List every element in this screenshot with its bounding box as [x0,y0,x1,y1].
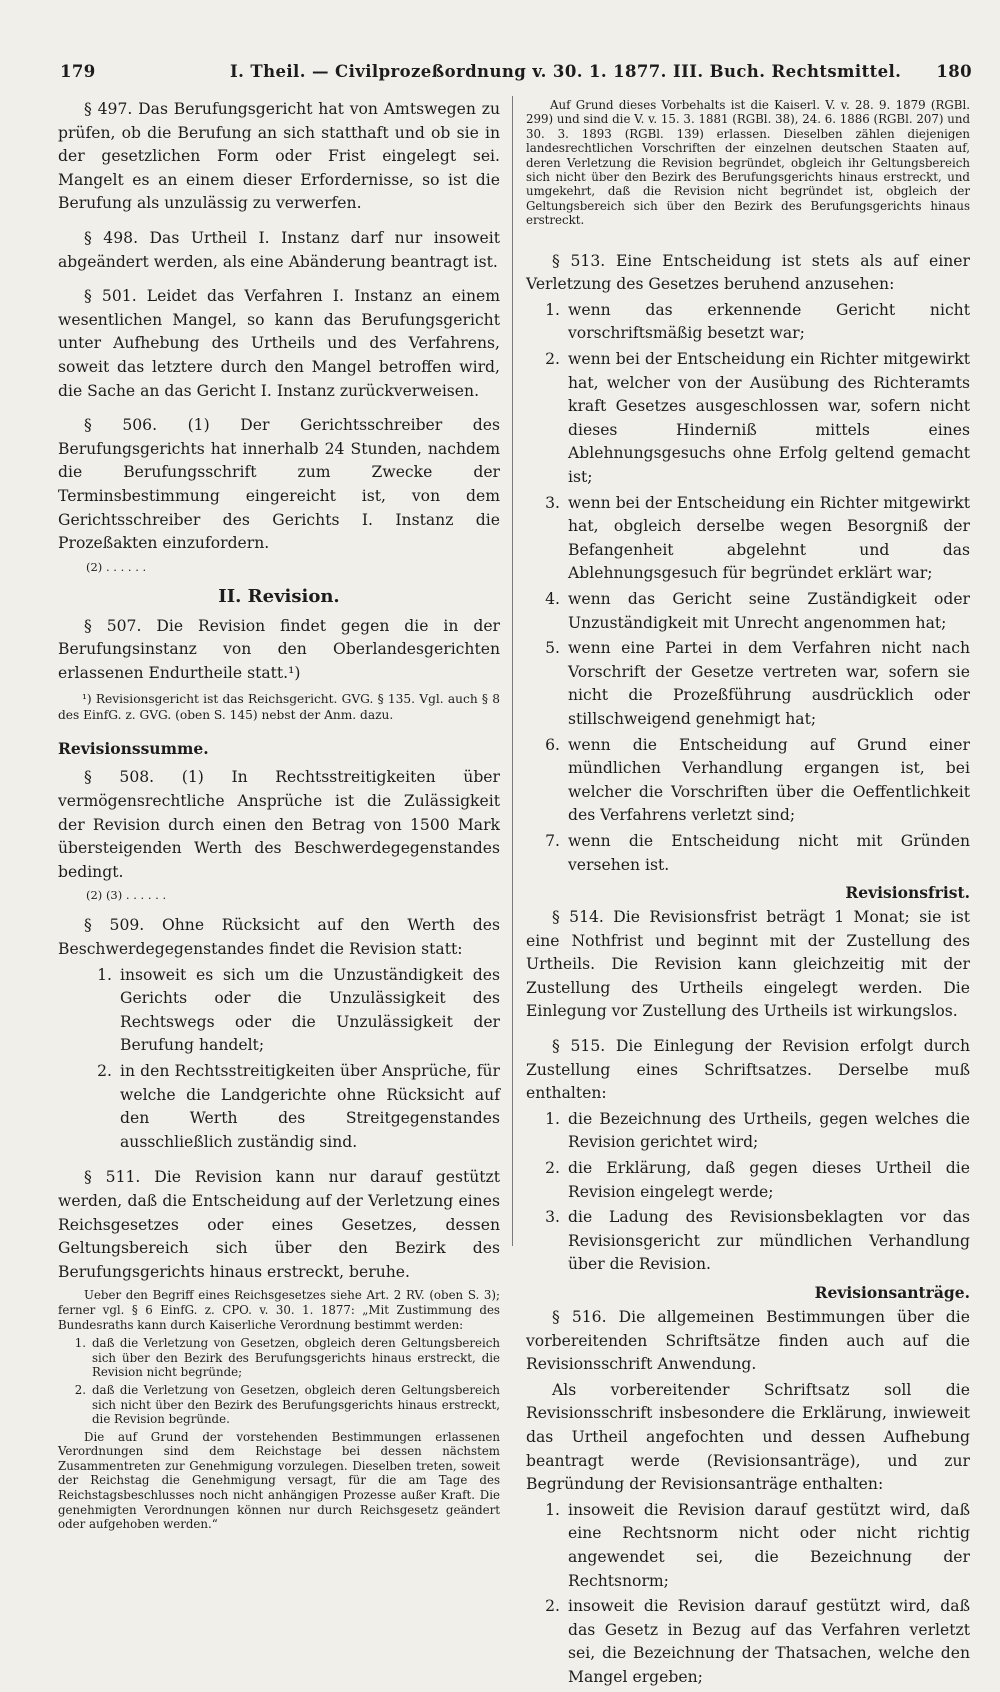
list-item [526,1595,970,1689]
list-item-number: 3. [545,493,560,512]
list-item-text: die Bezeichnung des Urtheils, gegen welches die Revision gerichtet wird; [568,1109,970,1152]
left-column [58,98,500,1534]
note-511-continued: Die auf Grund der vorstehenden Bestimmungen erlassenen Verordnungen sind dem Reichstage bei dessen nächstem Zusammentreten zur Genehmigung vorzulegen. Dieselben treten, soweit der Reichstag die Genehmigung versagt, für die am Tage des Reichstagsbeschlusses noch nicht anhängigen Prozesse außer Kraft. Die genehmigten Verordnungen können nur durch Reichsgesetz geändert oder aufgehoben werden.“ [58,1429,500,1532]
paragraph-516-continued: Als vorbereitender Schriftsatz soll die Revisionsschrift insbesondere die Erklärung, inwieweit das Urtheil angefochten und dessen Aufhebung beantragt werde (Revisionsanträge), und zur Begründung der Revisionsanträge enthalten: [526,1380,970,1494]
list-item-number: 2. [545,1159,560,1178]
footnote-507: ¹) Revisionsgericht ist das Reichsgericht. GVG. § 135. Vgl. auch § 8 des EinfG. z. GVG. (oben S. 145) nebst der Anm. dazu. [58,692,500,723]
list-item-number: 2. [97,1062,112,1080]
list-item-number: 3. [545,1208,560,1227]
list-item-number: 1. [97,965,112,984]
paragraph-498: § 498. Das Urtheil I. Instanz darf nur insoweit abgeändert werden, als eine Abänderung beantragt ist. [58,228,500,271]
column-divider [512,96,513,1246]
list-item-text: in den Rechtsstreitigkeiten über Ansprüche, für welche die Landgerichte ohne Rücksicht auf den Werth des Streitgegenstandes ausschließlich zuständig sind. [120,1062,500,1151]
paragraph-506: § 506. (1) Der Gerichtsschreiber des Berufungsgerichts hat innerhalb 24 Stunden, nachdem die Berufungsschrift zum Zwecke der Terminsbestimmung eingereicht ist, von dem Gerichtsschreiber des Gerichts I. Instanz die Prozeßakten einzufordern. [58,416,500,553]
right-column [526,98,970,1692]
list-item-text: wenn die Entscheidung nicht mit Gründen versehen ist. [568,831,970,874]
list-item [526,1206,970,1277]
list-item [58,964,500,1058]
list-item-number: 4. [545,589,560,608]
list-item-text: wenn das erkennende Gericht nicht vorschriftsmäßig besetzt war; [568,300,970,343]
side-heading-revisionsantraege: Revisionsanträge. [814,1283,970,1302]
side-heading-revisionssumme: Revisionssumme. [58,739,209,759]
list-item [526,492,970,586]
list-item-text: die Ladung des Revisionsbeklagten vor das Revisionsgericht zur mündlichen Verhandlung über die Revision. [568,1208,970,1274]
note-511: Ueber den Begriff eines Reichsgesetzes siehe Art. 2 RV. (oben S. 3); ferner vgl. § 6 EinfG. z. CPO. v. 30. 1. 1877: „Mit Zustimmung des Bundesraths kann durch Kaiserliche Verordnung bestimmt werden: [58,1288,500,1332]
list-item [526,637,970,731]
list-item-text: wenn bei der Entscheidung ein Richter mitgewirkt hat, welcher von der Ausübung des Richteramts kraft Gesetzes ausgeschlossen war, sofern nicht dieses Hinderniß mittels eines Ablehnungsgesuchs ohne Erfolg geltend gemacht ist; [568,350,970,486]
paragraph-509: § 509. Ohne Rücksicht auf den Werth des Beschwerdegegenstandes findet die Revision statt: [58,916,500,959]
note-list-item-number: 2. [74,1382,86,1397]
list-item-number: 6. [545,735,560,754]
list-item-text: wenn eine Partei in dem Verfahren nicht nach Vorschrift der Gesetze vertreten war, sofern sie nicht die Prozeßführung ausdrücklich oder stillschweigend genehmigt hat; [568,639,970,728]
paragraph-501: § 501. Leidet das Verfahren I. Instanz an einem wesentlichen Mangel, so kann das Berufungsgericht unter Aufhebung des Urtheils und des Verfahrens, soweit das letztere durch den Mangel betroffen wird, die Sache an das Gericht I. Instanz zurückverweisen. [58,287,500,400]
running-title: I. Theil. — Civilprozeßordnung v. 30. 1. 1877. III. Buch. Rechtsmittel. [230,62,902,81]
list-item-number: 2. [545,1597,560,1616]
list-item [526,734,970,828]
paragraph-514: § 514. Die Revisionsfrist beträgt 1 Monat; sie ist eine Nothfrist und beginnt mit der Zustellung des Urtheils. Die Revision kann gleichzeitig mit der Zustellung des Urtheils eingelegt werden. Die Einlegung vor Zustellung des Urtheils ist wirkungslos. [526,908,970,1021]
list-item [526,1108,970,1155]
list-item-text: insoweit die Revision darauf gestützt wird, daß eine Rechtsnorm nicht oder nicht richtig angewendet sei, die Bezeichnung der Rechtsnorm; [568,1500,970,1590]
list-item-text: wenn bei der Entscheidung ein Richter mitgewirkt hat, obgleich derselbe wegen Besorgniß der Befangenheit abgelehnt und das Ablehnungsgesuch für begründet erklärt war; [568,493,970,583]
list-item [526,348,970,490]
omission-marker: (2) (3) . . . . . . [86,888,167,903]
side-heading-revisionsfrist: Revisionsfrist. [845,883,970,903]
list-item-number: 1. [545,1109,560,1128]
list-item [526,830,970,877]
list-item-number: 7. [545,831,560,850]
paragraph-507: § 507. Die Revision findet gegen die in der Berufungsinstanz von den Oberlandesgerichten erlassenen Endurtheile statt.¹) [58,616,500,682]
note-list-item [58,1336,500,1380]
section-heading: II. Revision. [218,585,340,607]
list-item [58,1060,500,1154]
continued-note: Auf Grund dieses Vorbehalts ist die Kaiserl. V. v. 28. 9. 1879 (RGBl. 299) und sind die V. v. 15. 3. 1881 (RGBl. 38), 24. 6. 1886 (RGBl. 207) und 30. 3. 1893 (RGBl. 139) erlassen. Dieselben zählen diejenigen landesrechtlichen Vorschriften der einzelnen deutschen Staaten auf, deren Verletzung die Revision begründet, obgleich ihr Geltungsbereich sich nicht über den Bezirk des Berufungsgerichts hinaus erstreckt, und umgekehrt, daß die Revision nicht begründet ist, obgleich der Geltungsbereich sich über den Bezirk des Berufungsgerichts hinaus erstreckt. [526,98,970,228]
list-item-text: wenn das Gericht seine Zuständigkeit oder Unzuständigkeit mit Unrecht angenommen hat; [568,589,970,632]
paragraph-508: § 508. (1) In Rechtsstreitigkeiten über vermögensrechtliche Ansprüche ist die Zulässigkeit der Revision durch einen den Betrag von 1500 Mark übersteigenden Werth des Beschwerdegegenstandes bedingt. [58,768,500,881]
list-item-text: wenn die Entscheidung auf Grund einer mündlichen Verhandlung ergangen ist, bei welcher die Vorschriften über die Oeffentlichkeit des Verfahrens verletzt sind; [568,735,970,825]
list-item-number: 2. [545,350,560,369]
list-item-text: insoweit die Revision darauf gestützt wird, daß das Gesetz in Bezug auf das Verfahren verletzt sei, die Bezeichnung der Thatsachen, welche den Mangel ergeben; [568,1597,970,1686]
omission-marker: (2) . . . . . . [86,559,147,574]
list-item [526,588,970,635]
list-item-text: insoweit es sich um die Unzuständigkeit des Gerichts oder die Unzulässigkeit des Rechtswegs oder die Unzulässigkeit der Berufung handelt; [120,965,500,1055]
list-item-number: 1. [545,300,560,319]
page-number-left: 179 [60,62,96,81]
paragraph-497: § 497. Das Berufungsgericht hat von Amtswegen zu prüfen, ob die Berufung an sich statthaft und ob sie in der gesetzlichen Form oder Frist eingelegt sei. Mangelt es an einem dieser Erfordernisse, so ist die Berufung als unzulässig zu verwerfen. [58,100,500,213]
page-number-right: 180 [936,62,972,81]
list-item-number: 1. [545,1500,560,1519]
paragraph-516: § 516. Die allgemeinen Bestimmungen über die vorbereitenden Schriftsätze finden auch auf die Revisionsschrift Anwendung. [526,1308,970,1374]
paragraph-513: § 513. Eine Entscheidung ist stets als auf einer Verletzung des Gesetzes beruhend anzusehen: [526,251,970,294]
list-item [526,1157,970,1204]
paragraph-511: § 511. Die Revision kann nur darauf gestützt werden, daß die Entscheidung auf der Verletzung eines Reichsgesetzes oder eines Gesetzes, dessen Geltungsbereich sich über den Bezirk des Berufungsgerichts hinaus erstreckt, beruhe. [58,1168,500,1281]
list-item-number: 5. [545,639,560,658]
list-item-text: die Erklärung, daß gegen dieses Urtheil die Revision eingelegt werde; [568,1159,970,1201]
note-list-item-text: daß die Verletzung von Gesetzen, obgleich deren Geltungsbereich sich über den Bezirk des Berufungsgerichts hinaus erstreckt, die Revision nicht begründe; [92,1336,500,1380]
note-list-item-number: 1. [74,1336,86,1351]
list-item [526,1499,970,1593]
note-list-item [58,1383,500,1427]
page-header [60,62,972,88]
list-item [526,299,970,346]
paragraph-515: § 515. Die Einlegung der Revision erfolgt durch Zustellung eines Schriftsatzes. Derselbe muß enthalten: [526,1037,970,1103]
note-list-item-text: daß die Verletzung von Gesetzen, obgleich deren Geltungsbereich sich nicht über den Bezirk des Berufungsgerichts hinaus erstreckt, die Revision begründe. [92,1382,500,1427]
